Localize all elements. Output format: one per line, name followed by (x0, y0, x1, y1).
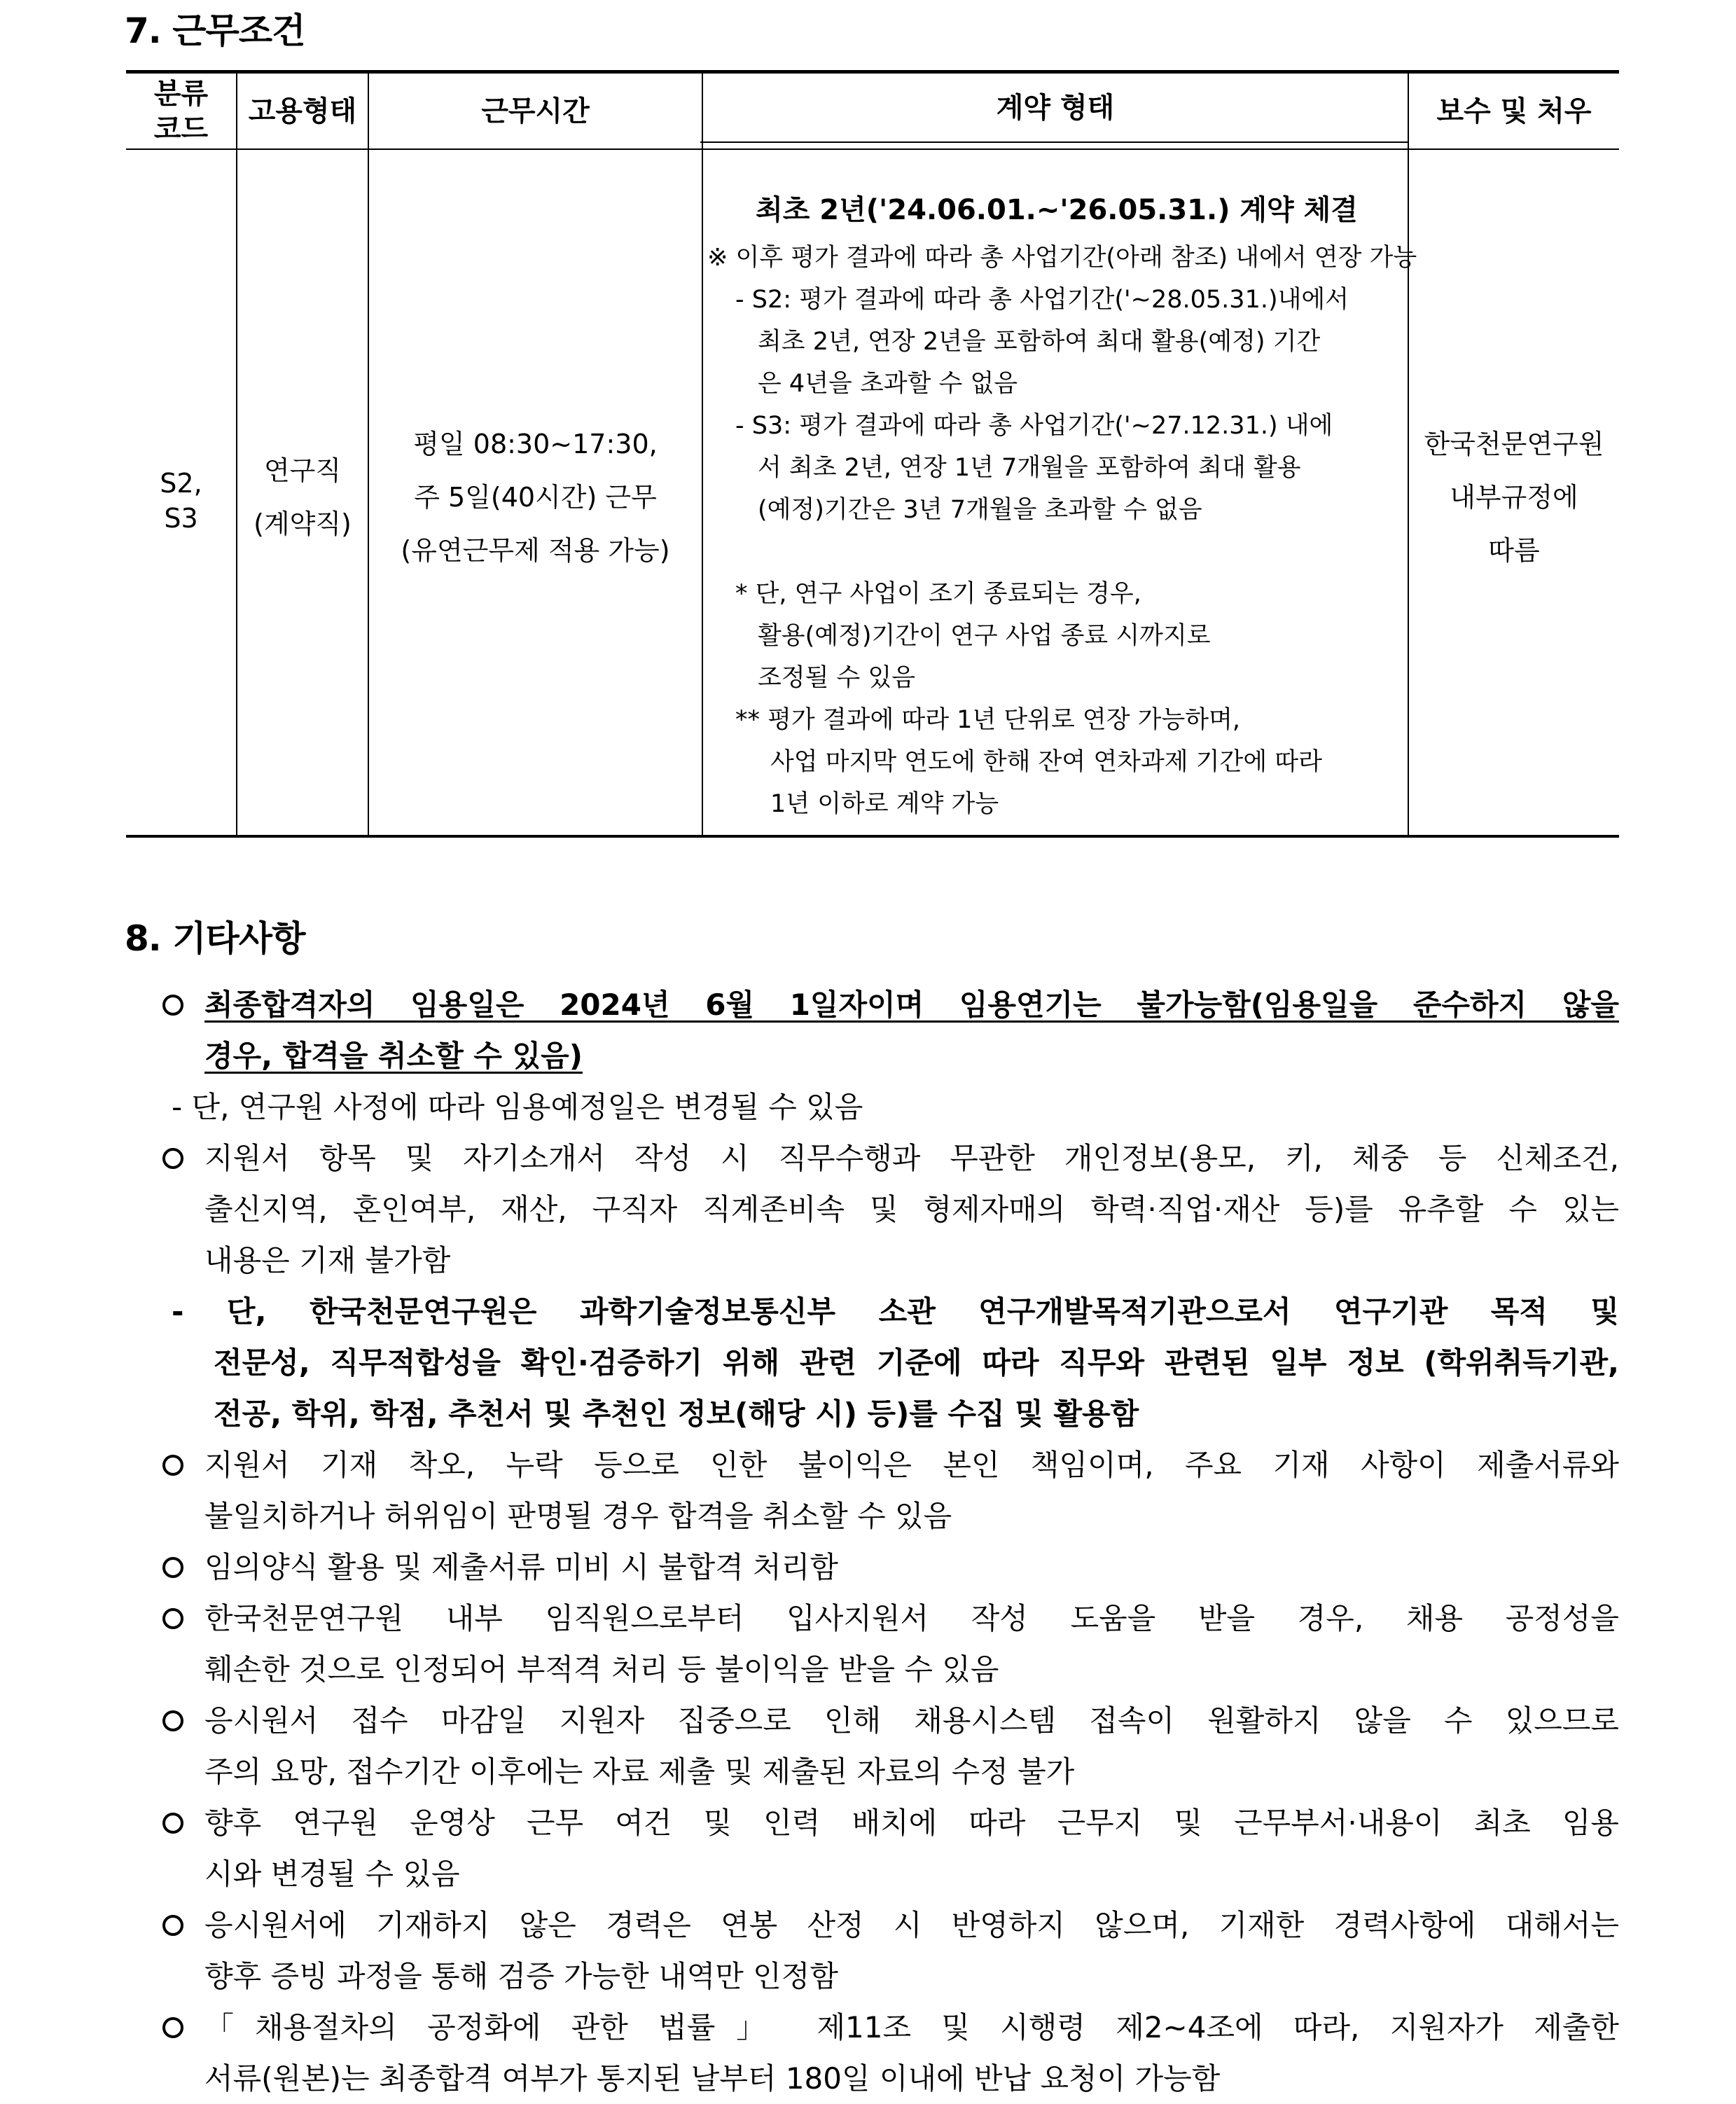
section-8-title: 8. 기타사항 (125, 918, 305, 959)
cell-hours (369, 413, 702, 581)
circle-bullet-icon (162, 1557, 183, 1578)
contract-title: 최초 2년('24.06.01.~'26.05.31.) 계약 체결 (756, 194, 1358, 226)
circle-bullet-icon (162, 1710, 183, 1731)
item-line: 훼손한 것으로 인정되어 부적격 처리 등 불이익을 받을 수 있음 (204, 1652, 999, 1687)
header-code (126, 74, 236, 148)
cell-code (126, 462, 236, 539)
item-line: 내용은 기재 불가함 (204, 1243, 451, 1278)
item-line: - 단, 한국천문연구원은 과학기술정보통신부 소관 연구개발목적기관으로서 연구기관 목적 및 (172, 1294, 1619, 1329)
item-line: 응시원서에 기재하지 않은 경력은 연봉 산정 시 반영하지 않으며, 기재한 경력사항에 대해서는 (204, 1908, 1619, 1942)
hours-line-3: (유연근무제 적용 가능) (401, 535, 670, 566)
contract-star-line-1: * 단, 연구 사업이 조기 종료되는 경우, (735, 580, 1141, 608)
employment-line-1: 연구직 (263, 455, 342, 486)
item-line: 응시원서 접수 마감일 지원자 집중으로 인해 채용시스템 접속이 원활하지 않을 수 있으므로 (204, 1703, 1619, 1738)
contract-note: ※ 이후 평가 결과에 따라 총 사업기간(아래 참조) 내에서 연장 가능 (707, 244, 1417, 272)
table-header-border-inner (700, 141, 1409, 143)
item-line: 지원서 항목 및 자기소개서 작성 시 직무수행과 무관한 개인정보(용모, 키, 체중 등 신체조건, (204, 1141, 1619, 1175)
header-hours: 근무시간 (481, 95, 590, 127)
item-line: 출신지역, 혼인여부, 재산, 구직자 직계존비속 및 형제자매의 학력·직업·재산 등)를 유추할 수 있는 (204, 1192, 1619, 1226)
code-line-2: S3 (164, 503, 198, 534)
item-line: 최종합격자의 임용일은 2024년 6월 1일자이며 임용연기는 불가능함(임용일을 준수하지 않을 (204, 988, 1619, 1022)
item-line: 한국천문연구원 내부 임직원으로부터 입사지원서 작성 도움을 받을 경우, 채용 공정성을 (204, 1601, 1619, 1635)
pay-line-1: 한국천문연구원 (1424, 429, 1604, 459)
item-line: 향후 연구원 운영상 근무 여건 및 인력 배치에 따라 근무지 및 근무부서·내용이 최초 임용 (204, 1806, 1619, 1840)
item-line: 서류(원본)는 최종합격 여부가 통지된 날부터 180일 이내에 반납 요청이 가능함 (204, 2061, 1221, 2096)
cell-employment (237, 441, 368, 553)
item-line: 전공, 학위, 학점, 추천서 및 추천인 정보(해당 시) 등)를 수집 및 활용함 (214, 1397, 1139, 1431)
item-line: 불일치하거나 허위임이 판명될 경우 합격을 취소할 수 있음 (204, 1499, 952, 1533)
hours-line-2: 주 5일(40시간) 근무 (414, 482, 657, 513)
cell-pay (1409, 413, 1619, 581)
item-line: 주의 요망, 접수기간 이후에는 자료 제출 및 제출된 자료의 수정 불가 (204, 1755, 1075, 1789)
contract-dstar-line-3: 1년 이하로 계약 가능 (770, 790, 999, 818)
header-code-line2: 코드 (153, 112, 209, 145)
circle-bullet-icon (162, 1915, 183, 1936)
pay-line-2: 내부규정에 (1450, 482, 1578, 513)
employment-line-2: (계약직) (254, 508, 352, 539)
hours-line-1: 평일 08:30~17:30, (413, 429, 658, 459)
code-line-1: S2, (160, 468, 202, 499)
item-line: 임의양식 활용 및 제출서류 미비 시 불합격 처리함 (204, 1550, 838, 1584)
circle-bullet-icon (162, 2017, 183, 2038)
contract-dstar-line-2: 사업 마지막 연도에 한해 잔여 연차과제 기간에 따라 (770, 748, 1322, 776)
contract-star-line-2: 활용(예정)기간이 연구 사업 종료 시까지로 (758, 622, 1211, 650)
circle-bullet-icon (162, 1813, 183, 1834)
item-line: 「채용절차의 공정화에 관한 법률」 제11조 및 시행령 제2~4조에 따라, 지원자가 제출한 (204, 2010, 1619, 2044)
contract-s2-line-2: 최초 2년, 연장 2년을 포함하여 최대 활용(예정) 기간 (758, 328, 1321, 356)
col-divider-3 (702, 73, 703, 835)
contract-dstar-line-1: ** 평가 결과에 따라 1년 단위로 연장 가능하며, (735, 706, 1241, 734)
header-employment: 고용형태 (248, 95, 357, 127)
circle-bullet-icon (162, 1455, 183, 1476)
contract-s3-line-1: - S3: 평가 결과에 따라 총 사업기간('~27.12.31.) 내에 (735, 412, 1333, 440)
cell-contract (707, 189, 1417, 833)
circle-bullet-icon (162, 1608, 183, 1629)
header-pay: 보수 및 처우 (1436, 95, 1592, 127)
contract-s3-line-2: 서 최초 2년, 연장 1년 7개월을 포함하여 최대 활용 (758, 454, 1301, 482)
contract-s2-line-1: - S2: 평가 결과에 따라 총 사업기간('~28.05.31.)내에서 (735, 286, 1349, 314)
header-code-line1: 분류 (153, 77, 209, 110)
pay-line-3: 따름 (1488, 535, 1540, 566)
item-line: 경우, 합격을 취소할 수 있음) (204, 1039, 583, 1073)
header-contract: 계약 형태 (996, 91, 1115, 124)
item-line: 향후 증빙 과정을 통해 검증 가능한 내역만 인정함 (204, 1959, 838, 1993)
item-line: 지원서 기재 착오, 누락 등으로 인한 불이익은 본인 책임이며, 주요 기재 사항이 제출서류와 (204, 1448, 1619, 1482)
section-7-title: 7. 근무조건 (125, 11, 305, 51)
contract-s2-line-3: 은 4년을 초과할 수 없음 (758, 370, 1018, 398)
circle-bullet-icon (162, 1148, 183, 1169)
item-line: 시와 변경될 수 있음 (204, 1857, 460, 1891)
contract-s3-line-3: (예정)기간은 3년 7개월을 초과할 수 없음 (758, 496, 1202, 524)
table-bottom-border (126, 835, 1619, 838)
contract-star-line-3: 조정될 수 있음 (758, 664, 916, 692)
circle-bullet-icon (162, 995, 183, 1016)
item-line: 전문성, 직무적합성을 확인·검증하기 위해 관련 기준에 따라 직무와 관련된 일부 정보 (학위취득기관, (214, 1345, 1619, 1380)
item-line: - 단, 연구원 사정에 따라 임용예정일은 변경될 수 있음 (172, 1090, 863, 1124)
working-conditions-table (126, 70, 1619, 838)
table-header-border (126, 148, 1619, 150)
